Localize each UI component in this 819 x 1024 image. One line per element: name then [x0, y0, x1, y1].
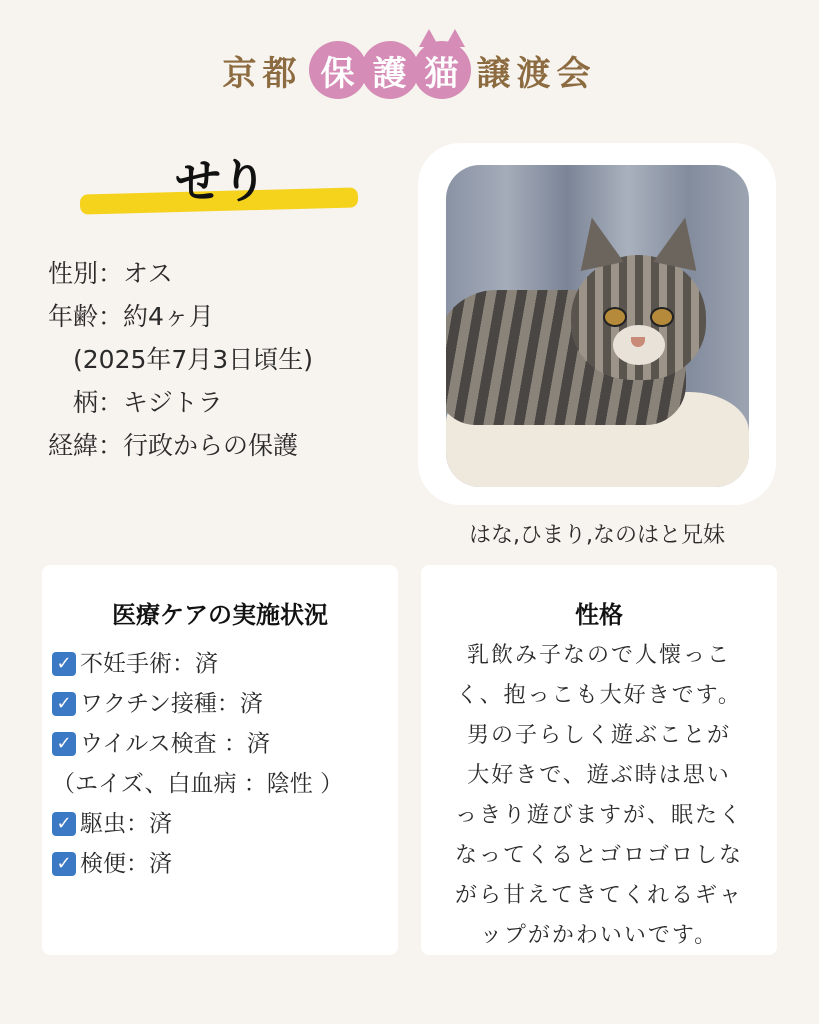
personality-line: 乳飲み子なので人懐っこ	[466, 643, 731, 668]
personality-line: っきり遊びますが、眠たく	[454, 803, 743, 828]
highlight-char-3-text: 猫	[424, 53, 459, 94]
header-prefix: 京都	[222, 53, 303, 94]
info-pattern: 柄：キジトラ	[48, 388, 223, 417]
info-birth: (2025年7月3日頃生)	[48, 345, 313, 374]
list-item	[52, 724, 398, 764]
info-history: 経緯：行政からの保護	[48, 431, 299, 460]
personality-line: がら甘えてきてくれるギャ	[454, 883, 743, 908]
personality-text	[421, 636, 777, 956]
personality-line: 大好きで、遊ぶ時は思い	[467, 763, 731, 788]
highlight-char-2: 護	[361, 41, 419, 99]
info-sex: 性別：オス	[48, 259, 173, 288]
medical-item-text: 駆虫：済	[80, 811, 172, 837]
checkbox-checked-icon: ✓	[52, 812, 76, 836]
highlight-char-3	[413, 41, 471, 99]
cat-ear-icon	[653, 213, 706, 271]
highlight-char-1: 保	[309, 41, 367, 99]
checkbox-checked-icon: ✓	[52, 732, 76, 756]
list-item	[52, 844, 398, 884]
header-title	[0, 30, 819, 110]
personality-line: 男の子らしく遊ぶことが	[466, 723, 731, 748]
header-highlight	[309, 41, 471, 99]
cat-name: せり	[175, 154, 267, 208]
medical-title: 医療ケアの実施状況	[112, 601, 328, 629]
medical-item-text: 不妊手術：済	[80, 651, 218, 677]
personality-title: 性格	[575, 601, 623, 629]
medical-note: （エイズ、白血病 ：陰性 ）	[52, 771, 344, 797]
cat-eye-icon	[650, 307, 674, 327]
checkbox-checked-icon: ✓	[52, 852, 76, 876]
cat-info	[48, 252, 313, 467]
list-item	[52, 684, 398, 724]
cat-name-block	[80, 145, 360, 225]
cat-head	[571, 255, 706, 380]
medical-list	[42, 644, 398, 884]
medical-item-text: ワクチン接種：済	[80, 691, 263, 717]
personality-card	[421, 565, 777, 955]
cat-ear-right-icon	[445, 29, 465, 47]
photo-frame	[418, 143, 776, 505]
cat-ear-icon	[570, 213, 623, 271]
personality-line: く、抱っこも大好きです。	[456, 683, 742, 708]
cat-photo	[446, 165, 749, 487]
medical-card	[42, 565, 398, 955]
personality-line: ップがかわいいです。	[479, 923, 719, 948]
list-item	[52, 804, 398, 844]
header-suffix: 譲渡会	[476, 53, 597, 94]
info-age: 年齢：約4ヶ月	[48, 302, 214, 331]
list-item	[52, 644, 398, 684]
checkbox-checked-icon: ✓	[52, 652, 76, 676]
medical-item-text: 検便：済	[80, 851, 172, 877]
siblings-caption: はな,ひまり,なのはと兄妹	[469, 523, 725, 548]
checkbox-checked-icon: ✓	[52, 692, 76, 716]
cat-ear-left-icon	[419, 29, 439, 47]
cat-eye-icon	[603, 307, 627, 327]
medical-item-text: ウイルス検査 ：済	[80, 731, 270, 757]
personality-line: なってくるとゴロゴロしな	[454, 843, 743, 868]
